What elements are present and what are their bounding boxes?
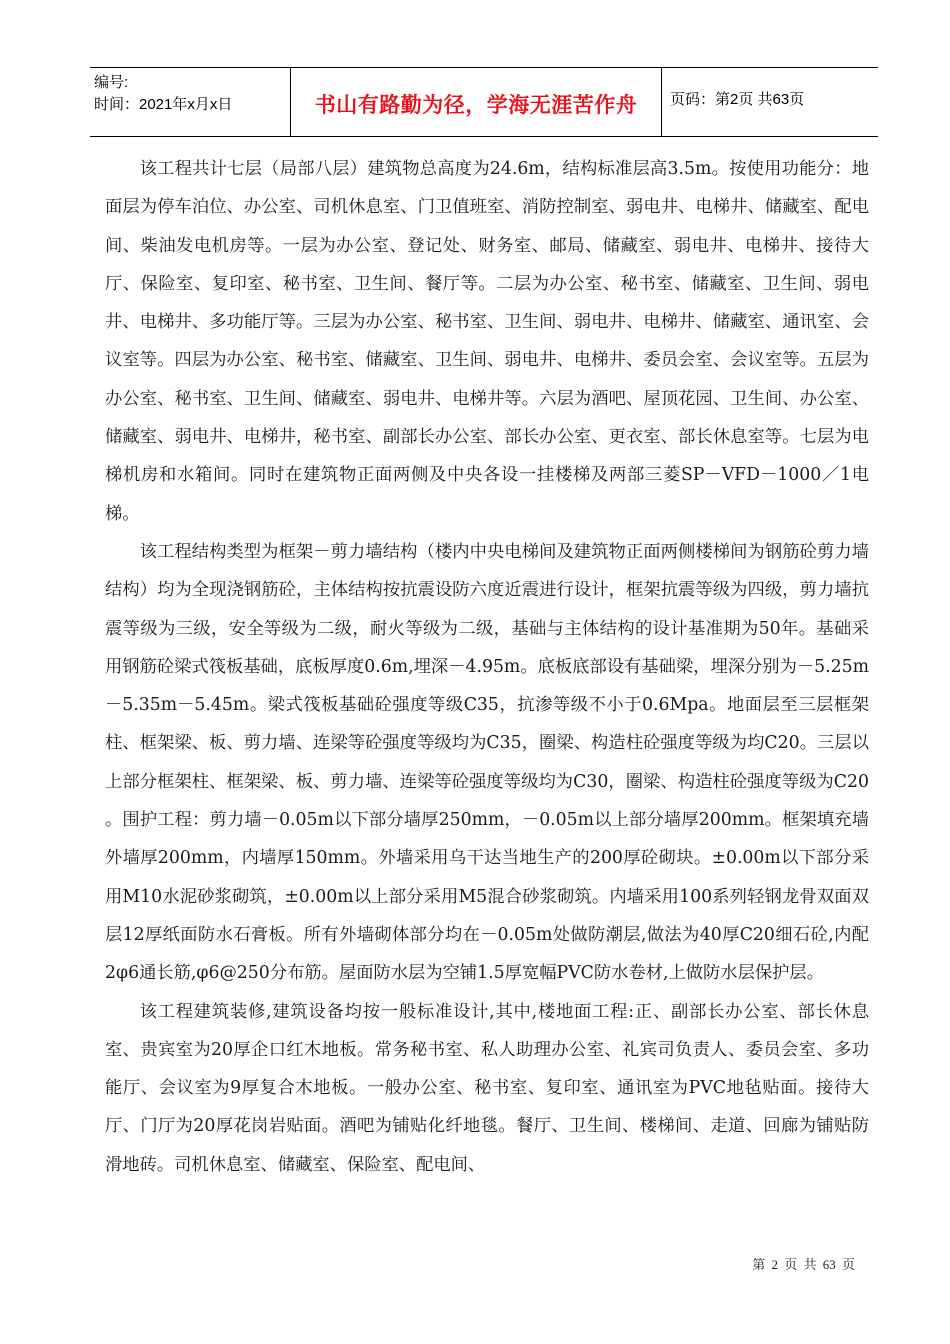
serial-number-label: 编号:: [94, 74, 129, 91]
paragraph-structure: 该工程结构类型为框架－剪力墙结构（楼内中央电梯间及建筑物正面两侧楼梯间为钢筋砼剪力墙结构）均为全现浇钢筋砼，主体结构按抗震设防六度近震进行设计，框架抗震等级为四级，剪力墙抗震等级为三级，安全等级为二级，耐火等级为二级，基础与主体结构的设计基准期为50年。基础采用钢筋砼梁式筏板基础，底板厚度0.6m,埋深－4.95m。底板底部设有基础梁，埋深分别为－5.25m－5.35m－5.45m。梁式筏板基础砼强度等级C35，抗渗等级不小于0.6Mpa。地面层至三层框架柱、框架梁、板、剪力墙、连梁等砼强度等级均为C35，圈梁、构造柱砼强度等级为均C20。三层以上部分框架柱、框架梁、板、剪力墙、连梁等砼强度等级均为C30，圈梁、构造柱砼强度等级为C20 。围护工程：剪力墙－0.05m以下部分墙厚250mm，－0.05m以上部分墙厚200mm。框架填充墙外墙厚200mm，内墙厚150mm。外墙采用乌干达当地生产的200厚砼砌块。±0.00m以下部分采用M10水泥砂浆砌筑，±0.00m以上部分采用M5混合砂浆砌筑。内墙采用100系列轻钢龙骨双面双层12厚纸面防水石膏板。所有外墙砌体部分均在－0.05m处做防潮层,做法为40厚C20细石砼,内配2φ6通长筋,φ6@250分布筋。屋面防水层为空铺1.5厚宽幅PVC防水卷材,上做防水层保护层。: [105, 541, 869, 984]
header-page-number: 页码：第2页 共63页: [670, 91, 805, 108]
document-body: [105, 150, 869, 1184]
page-footer: 第 2 页 共 63 页: [752, 1257, 855, 1272]
header-motto: 书山有路勤为径，学海无涯苦作舟: [290, 68, 662, 136]
date-label: 时间：2021年x月x日: [94, 96, 233, 113]
header-meta: [90, 68, 290, 136]
paragraph-building-overview: 该工程共计七层（局部八层）建筑物总高度为24.6m，结构标准层高3.5m。按使用功能分：地面层为停车泊位、办公室、司机休息室、门卫值班室、消防控制室、弱电井、电梯井、储藏室、配电间、柴油发电机房等。一层为办公室、登记处、财务室、邮局、储藏室、弱电井、电梯井、接待大厅、保险室、复印室、秘书室、卫生间、餐厅等。二层为办公室、秘书室、储藏室、卫生间、弱电井、电梯井、多功能厅等。三层为办公室、秘书室、卫生间、弱电井、电梯井、储藏室、通讯室、会议室等。四层为办公室、秘书室、储藏室、卫生间、弱电井、电梯井、委员会室、会议室等。五层为办公室、秘书室、卫生间、储藏室、弱电井、电梯井等。六层为酒吧、屋顶花园、卫生间、办公室、储藏室、弱电井、电梯井，秘书室、副部长办公室、部长办公室、更衣室、部长休息室等。七层为电梯机房和水箱间。同时在建筑物正面两侧及中央各设一挂楼梯及两部三菱SP－VFD－1000／1电梯。: [105, 159, 869, 524]
paragraph-decoration: 该工程建筑装修,建筑设备均按一般标准设计,其中,楼地面工程:正、副部长办公室、部长休息室、贵宾室为20厚企口红木地板。常务秘书室、私人助理办公室、礼宾司负责人、委员会室、多功能厅、会议室为9厚复合木地板。一般办公室、秘书室、复印室、通讯室为PVC地毡贴面。接待大厅、门厅为20厚花岗岩贴面。酒吧为铺贴化纤地毯。餐厅、卫生间、楼梯间、走道、回廊为铺贴防滑地砖。司机休息室、储藏室、保险室、配电间、: [105, 1001, 869, 1175]
page-header: [90, 67, 878, 137]
